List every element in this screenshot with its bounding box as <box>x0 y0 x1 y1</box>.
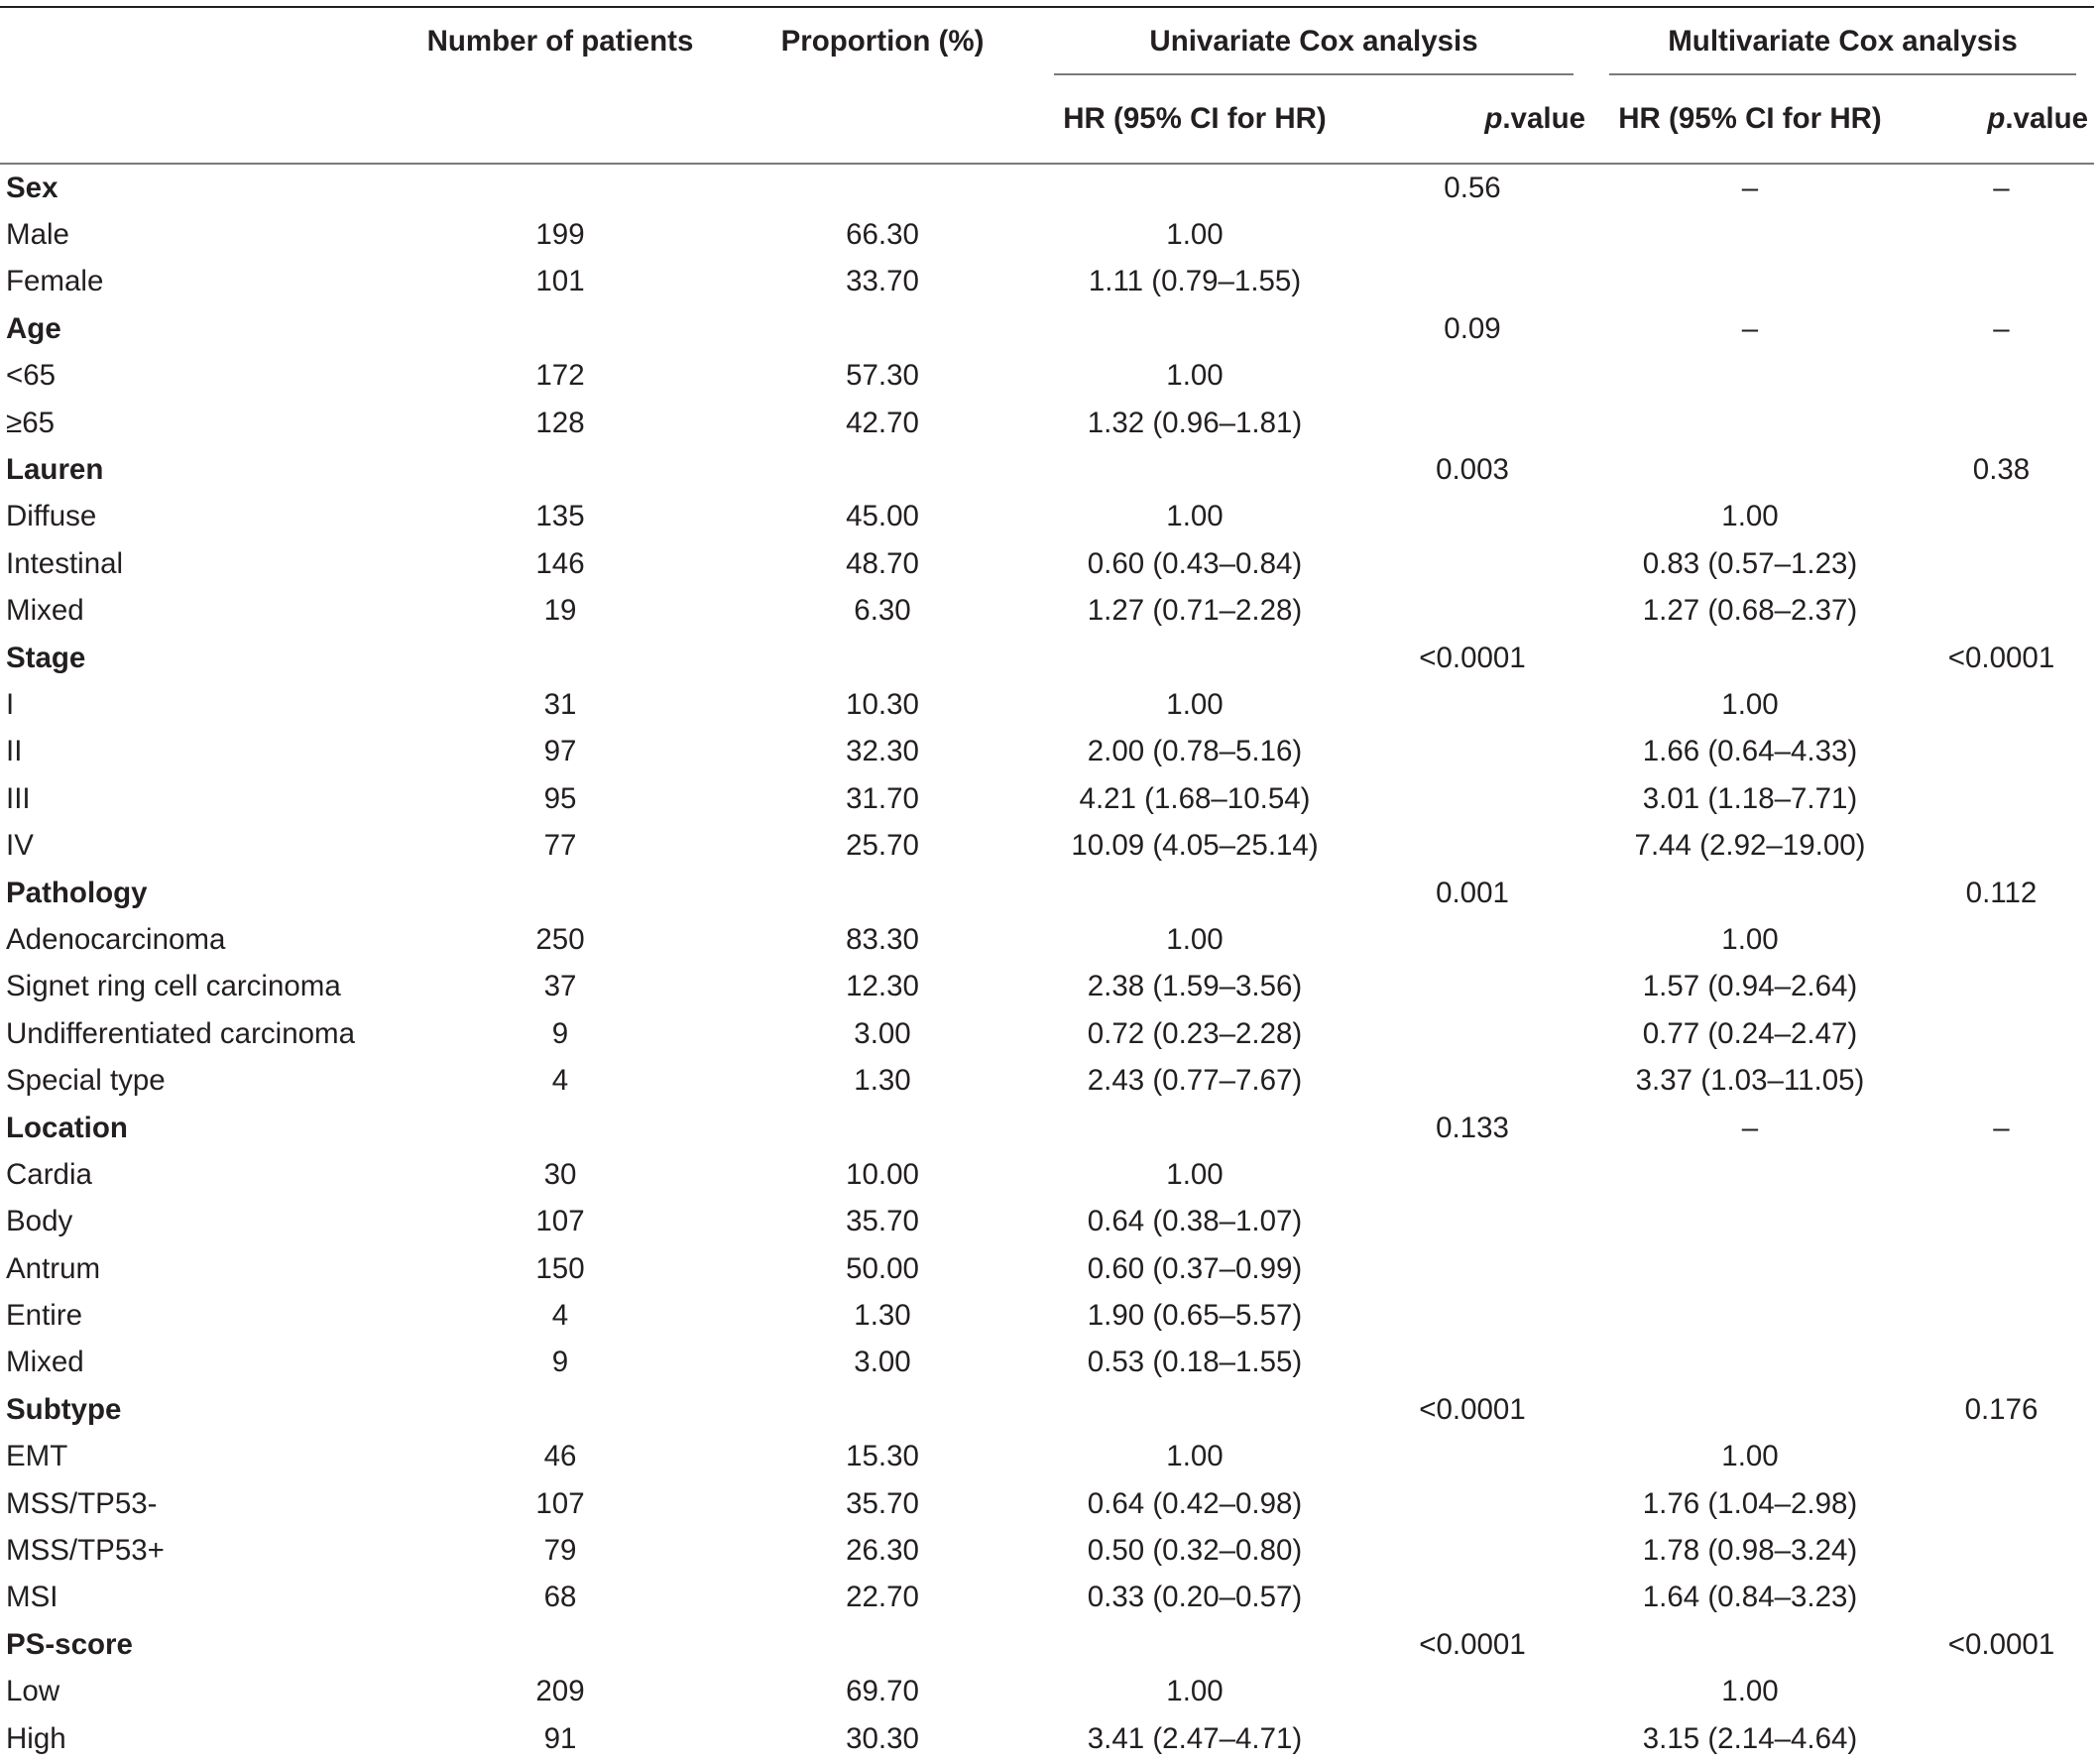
cell-number-of-patients <box>392 164 729 211</box>
cell-number-of-patients: 77 <box>543 829 577 863</box>
header-univariate-pvalue <box>1353 75 1591 164</box>
cell-univariate-hr: 1.00 <box>1166 500 1224 533</box>
cell-number-of-patients: 250 <box>535 922 585 956</box>
cell-number-of-patients: 46 <box>543 1440 577 1473</box>
cell-proportion: 10.00 <box>846 1157 919 1191</box>
cell-proportion: 32.30 <box>846 735 919 768</box>
cell-multivariate-hr <box>1591 400 1909 446</box>
row-label: <65 <box>6 359 57 393</box>
cell-number-of-patients: 19 <box>543 594 577 628</box>
cell-proportion: 35.70 <box>846 1486 919 1520</box>
cell-proportion <box>729 635 1036 681</box>
cell-univariate-hr <box>1036 164 1353 211</box>
cell-univariate-hr: 1.90 (0.65–5.57) <box>1087 1299 1303 1333</box>
cell-multivariate-pvalue <box>1909 588 2094 635</box>
cell-univariate-pvalue <box>1353 1057 1591 1104</box>
table-row <box>0 494 2094 540</box>
cell-proportion: 31.70 <box>846 781 919 815</box>
cell-multivariate-hr: 1.57 (0.94–2.64) <box>1642 970 1858 1003</box>
cell-univariate-pvalue <box>1353 1434 1591 1480</box>
cell-univariate-pvalue: <0.0001 <box>1419 641 1526 674</box>
row-label: MSS/TP53- <box>6 1486 158 1520</box>
cell-number-of-patients: 107 <box>535 1486 585 1520</box>
table-row <box>0 353 2094 400</box>
table-header <box>0 7 2094 164</box>
cell-multivariate-pvalue: <0.0001 <box>1947 641 2055 674</box>
row-label: Antrum <box>6 1251 101 1285</box>
cell-multivariate-hr: 1.64 (0.84–3.23) <box>1642 1581 1858 1614</box>
cell-univariate-pvalue <box>1353 964 1591 1010</box>
cell-multivariate-pvalue <box>1909 494 2094 540</box>
cell-univariate-pvalue <box>1353 1010 1591 1057</box>
cell-univariate-hr <box>1036 305 1353 352</box>
header-blank-cell <box>0 75 392 164</box>
header-univariate-hr: HR (95% CI for HR) <box>1036 75 1353 164</box>
table-row <box>0 775 2094 822</box>
cell-number-of-patients: 135 <box>535 500 585 533</box>
table-row <box>0 588 2094 635</box>
cell-univariate-hr: 0.72 (0.23–2.28) <box>1087 1016 1303 1050</box>
cell-multivariate-hr: 1.00 <box>1721 1440 1779 1473</box>
cell-multivariate-pvalue <box>1909 1245 2094 1292</box>
cell-proportion: 22.70 <box>846 1581 919 1614</box>
header-row-subcolumns <box>0 75 2094 164</box>
cell-multivariate-hr <box>1591 259 1909 305</box>
header-proportion: Proportion (%) <box>780 25 985 58</box>
cell-multivariate-pvalue <box>1909 1340 2094 1386</box>
cell-multivariate-pvalue <box>1909 211 2094 258</box>
cell-multivariate-hr: 1.27 (0.68–2.37) <box>1642 594 1858 628</box>
header-row-groups <box>0 7 2094 75</box>
table-row <box>0 916 2094 963</box>
header-univariate-label: Univariate Cox analysis <box>1149 25 1478 58</box>
cell-proportion <box>729 164 1036 211</box>
cell-proportion: 26.30 <box>846 1534 919 1568</box>
row-label: Signet ring cell carcinoma <box>6 970 341 1003</box>
cell-proportion: 45.00 <box>846 500 919 533</box>
cell-univariate-hr: 0.60 (0.43–0.84) <box>1087 546 1303 580</box>
cell-univariate-pvalue <box>1353 211 1591 258</box>
cell-multivariate-pvalue: 0.38 <box>1972 453 2031 487</box>
cell-multivariate-pvalue <box>1909 1199 2094 1245</box>
cell-univariate-hr: 1.00 <box>1166 359 1224 393</box>
row-label: Stage <box>6 641 86 674</box>
row-label: Low <box>6 1675 60 1708</box>
cell-multivariate-pvalue <box>1909 400 2094 446</box>
cell-number-of-patients <box>392 1386 729 1433</box>
row-label: Mixed <box>6 1346 84 1379</box>
cell-number-of-patients: 199 <box>535 218 585 252</box>
cell-univariate-hr: 1.27 (0.71–2.28) <box>1087 594 1303 628</box>
cell-number-of-patients <box>392 1105 729 1151</box>
univariate-group-rule <box>1054 73 1574 75</box>
cell-univariate-hr <box>1036 635 1353 681</box>
cell-univariate-hr: 0.53 (0.18–1.55) <box>1087 1346 1303 1379</box>
cox-analysis-table <box>0 6 2094 1762</box>
row-label: Lauren <box>6 453 104 487</box>
cell-univariate-pvalue: 0.133 <box>1436 1111 1509 1144</box>
cell-univariate-pvalue <box>1353 775 1591 822</box>
cell-multivariate-hr <box>1591 1151 1909 1198</box>
cell-univariate-hr: 4.21 (1.68–10.54) <box>1079 781 1311 815</box>
category-row <box>0 446 2094 493</box>
row-label: Male <box>6 218 69 252</box>
cell-univariate-pvalue: 0.001 <box>1436 876 1509 909</box>
cell-univariate-hr: 0.33 (0.20–0.57) <box>1087 1581 1303 1614</box>
cell-multivariate-hr: 0.77 (0.24–2.47) <box>1642 1016 1858 1050</box>
row-label: Pathology <box>6 876 148 909</box>
cell-multivariate-pvalue <box>1909 259 2094 305</box>
cell-proportion: 3.00 <box>854 1016 911 1050</box>
cell-multivariate-hr: 1.00 <box>1721 687 1779 721</box>
cell-number-of-patients: 101 <box>535 265 585 298</box>
p-suffix: .value <box>1502 102 1585 135</box>
cell-univariate-pvalue <box>1353 916 1591 963</box>
cell-multivariate-hr: 0.83 (0.57–1.23) <box>1642 546 1858 580</box>
table-row <box>0 1480 2094 1527</box>
table-row <box>0 1434 2094 1480</box>
cell-multivariate-hr <box>1591 211 1909 258</box>
table-row <box>0 1527 2094 1574</box>
multivariate-group-rule <box>1609 73 2076 75</box>
table-row <box>0 211 2094 258</box>
cell-multivariate-pvalue <box>1909 1480 2094 1527</box>
cell-univariate-pvalue <box>1353 1480 1591 1527</box>
row-label: MSI <box>6 1581 58 1614</box>
cell-univariate-pvalue <box>1353 1245 1591 1292</box>
row-label: I <box>6 687 15 721</box>
cell-univariate-pvalue <box>1353 1340 1591 1386</box>
cell-proportion: 66.30 <box>846 218 919 252</box>
cell-multivariate-pvalue <box>1909 540 2094 587</box>
cell-multivariate-hr <box>1591 1245 1909 1292</box>
cell-number-of-patients: 107 <box>535 1205 585 1238</box>
table-row <box>0 1057 2094 1104</box>
cell-univariate-pvalue <box>1353 1151 1591 1198</box>
cell-proportion: 69.70 <box>846 1675 919 1708</box>
header-number-of-patients: Number of patients <box>426 25 694 58</box>
cell-number-of-patients: 31 <box>543 687 577 721</box>
cell-univariate-hr: 1.00 <box>1166 1157 1224 1191</box>
cell-univariate-hr: 1.00 <box>1166 687 1224 721</box>
cell-univariate-pvalue <box>1353 588 1591 635</box>
cell-univariate-hr <box>1036 1105 1353 1151</box>
cell-number-of-patients: 91 <box>543 1721 577 1755</box>
category-row <box>0 305 2094 352</box>
header-multivariate-pvalue <box>1909 75 2094 164</box>
category-row <box>0 164 2094 211</box>
category-row <box>0 870 2094 916</box>
header-blank-cell <box>392 75 729 164</box>
cell-univariate-hr: 2.38 (1.59–3.56) <box>1087 970 1303 1003</box>
cell-univariate-pvalue: 0.09 <box>1444 311 1501 345</box>
cell-multivariate-hr: 3.15 (2.14–4.64) <box>1642 1721 1858 1755</box>
cell-multivariate-pvalue <box>1909 1151 2094 1198</box>
table-row <box>0 1715 2094 1762</box>
row-label: High <box>6 1721 66 1755</box>
cell-univariate-pvalue <box>1353 353 1591 400</box>
cell-univariate-pvalue <box>1353 1669 1591 1715</box>
cell-univariate-hr: 1.00 <box>1166 1440 1224 1473</box>
cell-number-of-patients: 4 <box>551 1064 569 1098</box>
cell-number-of-patients: 4 <box>551 1299 569 1333</box>
table-row <box>0 681 2094 728</box>
table-row <box>0 540 2094 587</box>
cell-multivariate-hr: 1.00 <box>1721 922 1779 956</box>
header-multivariate-group <box>1591 7 2094 75</box>
table-row <box>0 729 2094 775</box>
cell-univariate-hr <box>1036 870 1353 916</box>
cell-univariate-pvalue <box>1353 822 1591 869</box>
cell-univariate-hr: 2.43 (0.77–7.67) <box>1087 1064 1303 1098</box>
cell-multivariate-pvalue: – <box>1993 311 2010 345</box>
cell-multivariate-hr <box>1591 1340 1909 1386</box>
cell-univariate-pvalue <box>1353 400 1591 446</box>
cell-number-of-patients: 128 <box>535 406 585 439</box>
cell-multivariate-hr: 3.01 (1.18–7.71) <box>1642 781 1858 815</box>
cell-multivariate-pvalue <box>1909 775 2094 822</box>
cell-multivariate-hr <box>1591 1386 1909 1433</box>
cell-number-of-patients <box>392 870 729 916</box>
cell-univariate-hr: 10.09 (4.05–25.14) <box>1071 829 1319 863</box>
row-label: Intestinal <box>6 546 124 580</box>
cell-multivariate-hr: 1.76 (1.04–2.98) <box>1642 1486 1858 1520</box>
cell-multivariate-hr: – <box>1741 1111 1759 1144</box>
cell-proportion: 6.30 <box>854 594 911 628</box>
row-label: Location <box>6 1111 128 1144</box>
cell-number-of-patients: 209 <box>535 1675 585 1708</box>
row-label: Mixed <box>6 594 84 628</box>
cell-univariate-hr: 1.00 <box>1166 218 1224 252</box>
cell-univariate-pvalue: 0.003 <box>1436 453 1509 487</box>
cell-multivariate-hr: 1.78 (0.98–3.24) <box>1642 1534 1858 1568</box>
table-row <box>0 1292 2094 1339</box>
row-label: II <box>6 735 23 768</box>
cell-number-of-patients: 30 <box>543 1157 577 1191</box>
cell-univariate-pvalue <box>1353 1575 1591 1621</box>
cell-multivariate-hr: 7.44 (2.92–19.00) <box>1634 829 1866 863</box>
cell-proportion: 25.70 <box>846 829 919 863</box>
row-label: Age <box>6 311 61 345</box>
row-label: ≥65 <box>6 406 56 439</box>
cell-univariate-hr: 0.64 (0.42–0.98) <box>1087 1486 1303 1520</box>
row-label: III <box>6 781 31 815</box>
cell-multivariate-hr <box>1591 353 1909 400</box>
cell-multivariate-hr: 3.37 (1.03–11.05) <box>1635 1064 1865 1098</box>
cell-number-of-patients: 79 <box>543 1534 577 1568</box>
table-body <box>0 164 2094 1762</box>
header-univariate-group <box>1036 7 1591 75</box>
cell-number-of-patients <box>392 305 729 352</box>
cell-univariate-pvalue: <0.0001 <box>1419 1392 1526 1426</box>
cell-proportion: 50.00 <box>846 1251 919 1285</box>
cell-number-of-patients: 150 <box>535 1251 585 1285</box>
cell-multivariate-hr <box>1591 635 1909 681</box>
row-label: Subtype <box>6 1392 122 1426</box>
cell-proportion: 42.70 <box>846 406 919 439</box>
cell-univariate-hr: 0.64 (0.38–1.07) <box>1087 1205 1303 1238</box>
cell-multivariate-pvalue <box>1909 681 2094 728</box>
cell-univariate-pvalue: <0.0001 <box>1419 1627 1526 1661</box>
row-label: Diffuse <box>6 500 97 533</box>
row-label: Body <box>6 1205 73 1238</box>
table-row <box>0 1575 2094 1621</box>
cell-proportion: 83.30 <box>846 922 919 956</box>
cell-univariate-pvalue <box>1353 1292 1591 1339</box>
cell-multivariate-pvalue <box>1909 1715 2094 1762</box>
category-row <box>0 1105 2094 1151</box>
table-row <box>0 259 2094 305</box>
cell-proportion: 10.30 <box>846 687 919 721</box>
row-label: EMT <box>6 1440 68 1473</box>
row-label: MSS/TP53+ <box>6 1534 165 1568</box>
p-prefix: p <box>1987 102 2006 135</box>
cell-univariate-pvalue <box>1353 1527 1591 1574</box>
cell-multivariate-pvalue <box>1909 1434 2094 1480</box>
cell-proportion <box>729 1621 1036 1668</box>
cell-number-of-patients <box>392 446 729 493</box>
cell-multivariate-hr: – <box>1741 171 1759 204</box>
cell-univariate-pvalue <box>1353 259 1591 305</box>
p-prefix: p <box>1484 102 1503 135</box>
cell-number-of-patients: 68 <box>543 1581 577 1614</box>
table-row <box>0 964 2094 1010</box>
cell-univariate-pvalue <box>1353 494 1591 540</box>
table-row <box>0 1245 2094 1292</box>
header-multivariate-hr: HR (95% CI for HR) <box>1591 75 1909 164</box>
row-label: Adenocarcinoma <box>6 922 226 956</box>
cell-proportion: 1.30 <box>854 1299 911 1333</box>
cell-number-of-patients: 172 <box>535 359 585 393</box>
cell-multivariate-pvalue: – <box>1993 1111 2010 1144</box>
cell-proportion: 12.30 <box>846 970 919 1003</box>
row-label: Cardia <box>6 1157 92 1191</box>
cell-proportion: 15.30 <box>846 1440 919 1473</box>
cell-multivariate-pvalue <box>1909 353 2094 400</box>
cell-number-of-patients: 9 <box>551 1016 569 1050</box>
cell-univariate-hr <box>1036 1386 1353 1433</box>
cell-univariate-hr: 1.32 (0.96–1.81) <box>1087 406 1303 439</box>
cell-multivariate-hr <box>1591 446 1909 493</box>
header-blank-cell <box>729 75 1036 164</box>
cell-proportion <box>729 1105 1036 1151</box>
cell-number-of-patients: 37 <box>543 970 577 1003</box>
cell-multivariate-pvalue <box>1909 729 2094 775</box>
cell-multivariate-pvalue <box>1909 1575 2094 1621</box>
cell-multivariate-pvalue <box>1909 822 2094 869</box>
cell-multivariate-hr <box>1591 1621 1909 1668</box>
cell-proportion: 3.00 <box>854 1346 911 1379</box>
cell-multivariate-hr <box>1591 870 1909 916</box>
cell-univariate-pvalue <box>1353 540 1591 587</box>
cell-univariate-pvalue <box>1353 681 1591 728</box>
category-row <box>0 1386 2094 1433</box>
cell-univariate-hr: 0.50 (0.32–0.80) <box>1087 1534 1303 1568</box>
category-row <box>0 635 2094 681</box>
cell-multivariate-pvalue: <0.0001 <box>1947 1627 2055 1661</box>
cell-proportion: 33.70 <box>846 265 919 298</box>
table-row <box>0 1151 2094 1198</box>
row-label: Sex <box>6 171 58 204</box>
row-label: PS-score <box>6 1627 133 1661</box>
cell-proportion: 48.70 <box>846 546 919 580</box>
header-multivariate-label: Multivariate Cox analysis <box>1668 25 2018 58</box>
table-row <box>0 1669 2094 1715</box>
cell-univariate-hr <box>1036 1621 1353 1668</box>
table-row <box>0 1340 2094 1386</box>
cell-multivariate-pvalue: 0.112 <box>1965 876 2038 909</box>
cell-univariate-hr: 1.00 <box>1166 922 1224 956</box>
cell-multivariate-pvalue <box>1909 1292 2094 1339</box>
cell-proportion <box>729 1386 1036 1433</box>
cell-univariate-hr: 2.00 (0.78–5.16) <box>1087 735 1303 768</box>
cell-multivariate-pvalue: – <box>1993 171 2010 204</box>
table-row <box>0 1010 2094 1057</box>
cell-univariate-hr: 1.00 <box>1166 1675 1224 1708</box>
cell-univariate-pvalue <box>1353 1715 1591 1762</box>
cell-multivariate-pvalue: 0.176 <box>1964 1392 2039 1426</box>
cell-multivariate-hr <box>1591 1292 1909 1339</box>
cell-multivariate-pvalue <box>1909 1527 2094 1574</box>
cell-proportion: 30.30 <box>846 1721 919 1755</box>
cell-number-of-patients <box>392 1621 729 1668</box>
row-label: Undifferentiated carcinoma <box>6 1016 356 1050</box>
cell-multivariate-pvalue <box>1909 964 2094 1010</box>
cell-univariate-hr: 1.11 (0.79–1.55) <box>1088 265 1302 298</box>
cell-multivariate-hr: 1.00 <box>1721 500 1779 533</box>
cell-number-of-patients: 9 <box>551 1346 569 1379</box>
cell-multivariate-hr: 1.00 <box>1721 1675 1779 1708</box>
cell-univariate-hr: 0.60 (0.37–0.99) <box>1087 1251 1303 1285</box>
cell-proportion <box>729 305 1036 352</box>
cell-multivariate-hr: – <box>1741 311 1759 345</box>
cell-univariate-hr <box>1036 446 1353 493</box>
cell-proportion: 1.30 <box>854 1064 911 1098</box>
cell-multivariate-pvalue <box>1909 1669 2094 1715</box>
cell-proportion: 35.70 <box>846 1205 919 1238</box>
cell-proportion <box>729 870 1036 916</box>
cell-proportion: 57.30 <box>846 359 919 393</box>
row-label: Female <box>6 265 104 298</box>
cell-multivariate-pvalue <box>1909 916 2094 963</box>
cell-multivariate-pvalue <box>1909 1057 2094 1104</box>
cell-univariate-hr: 3.41 (2.47–4.71) <box>1087 1721 1303 1755</box>
cell-multivariate-hr: 1.66 (0.64–4.33) <box>1642 735 1858 768</box>
header-blank-cell <box>0 7 392 75</box>
table-row <box>0 1199 2094 1245</box>
cell-univariate-pvalue <box>1353 1199 1591 1245</box>
category-row <box>0 1621 2094 1668</box>
cell-number-of-patients: 146 <box>535 546 585 580</box>
cell-number-of-patients: 95 <box>543 781 577 815</box>
p-suffix: .value <box>2005 102 2088 135</box>
cell-univariate-pvalue: 0.56 <box>1444 171 1501 204</box>
cell-number-of-patients <box>392 635 729 681</box>
row-label: IV <box>6 829 34 863</box>
cell-multivariate-pvalue <box>1909 1010 2094 1057</box>
cell-univariate-pvalue <box>1353 729 1591 775</box>
cell-number-of-patients: 97 <box>543 735 577 768</box>
cell-multivariate-hr <box>1591 1199 1909 1245</box>
row-label: Special type <box>6 1064 166 1098</box>
cell-proportion <box>729 446 1036 493</box>
table-row <box>0 822 2094 869</box>
table-row <box>0 400 2094 446</box>
row-label: Entire <box>6 1299 83 1333</box>
